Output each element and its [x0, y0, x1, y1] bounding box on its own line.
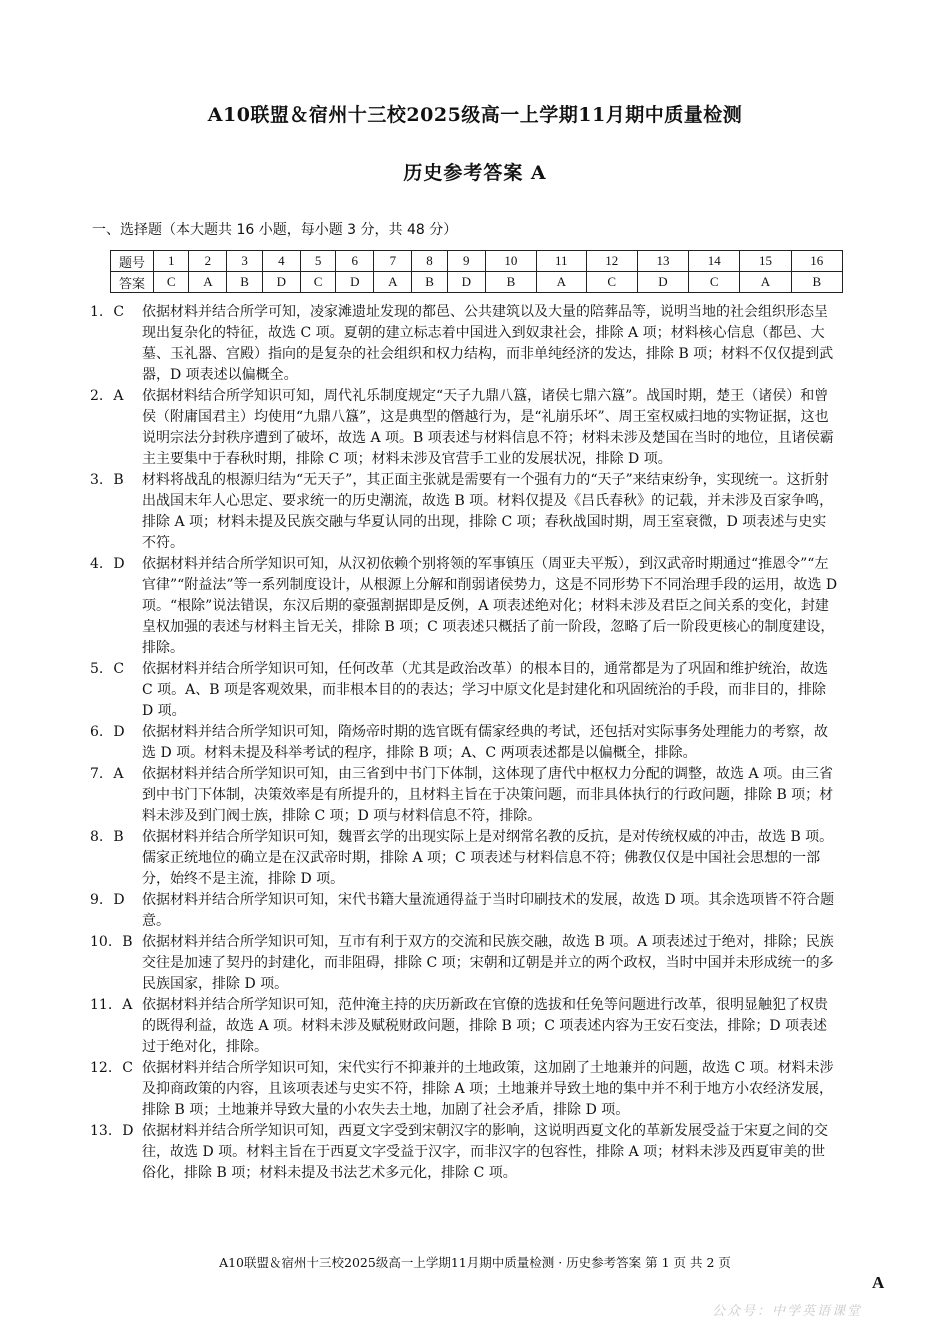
explanation-number	[90, 890, 125, 911]
version-mark: A	[872, 1273, 885, 1292]
explanation-item	[90, 995, 838, 1058]
question-number: 5.	[90, 661, 104, 677]
answer-letter: B	[113, 829, 124, 845]
question-number: 4.	[90, 556, 104, 572]
answer-letter: C	[122, 1060, 133, 1076]
answer-letter: C	[113, 661, 125, 677]
answer-cell: C	[586, 272, 637, 293]
answer-letter: D	[113, 892, 125, 908]
answer-letter: C	[113, 304, 125, 320]
explanation-item	[90, 722, 838, 764]
answer-table-number-row	[111, 251, 843, 272]
explanation-text: 依据材料并结合所学知识可知，由三省到中书门下体制，这体现了唐代中枢权力分配的调整，故选 A 项。由三省到中书门下体制，决策效率是有所提升的，且材料主旨在于决策问题，而非具体执行的行政问题，排除 B 项；材料未涉及到门阀士族，排除 C 项；D 项与材料信息不符，排除。	[142, 766, 834, 824]
explanation-number	[90, 1058, 133, 1079]
answer-cell: D	[637, 272, 688, 293]
question-number: 1.	[90, 304, 104, 320]
answer-cell: C	[154, 272, 189, 293]
question-number: 3.	[90, 472, 104, 488]
question-number: 9.	[90, 892, 104, 908]
question-number-cell: 9	[447, 251, 485, 272]
question-number: 2.	[90, 388, 104, 404]
answer-cell: B	[412, 272, 447, 293]
question-number-cell: 8	[412, 251, 447, 272]
question-number: 10.	[90, 934, 113, 950]
answer-cell: A	[189, 272, 227, 293]
document-title: A10联盟＆宿州十三校2025级高一上学期11月期中质量检测	[207, 104, 743, 126]
question-number-cell: 16	[791, 251, 842, 272]
question-number-cell: 12	[586, 251, 637, 272]
explanation-number	[90, 386, 123, 407]
answer-cell: D	[262, 272, 300, 293]
answer-cell: A	[740, 272, 791, 293]
question-number-cell: 7	[374, 251, 412, 272]
answer-cell: D	[336, 272, 374, 293]
answer-letter: B	[122, 934, 133, 950]
answer-cell: A	[374, 272, 412, 293]
explanation-number	[90, 1121, 134, 1142]
explanation-item	[90, 470, 838, 554]
answer-cell: A	[537, 272, 587, 293]
answer-letter: B	[113, 472, 124, 488]
explanation-number	[90, 764, 123, 785]
answer-letter: D	[113, 556, 125, 572]
explanation-number	[90, 932, 133, 953]
explanation-number	[90, 827, 124, 848]
explanation-text: 依据材料并结合所学知识可知，宋代书籍大量流通得益于当时印刷技术的发展，故选 D 项。其余选项皆不符合题意。	[142, 892, 835, 929]
explanation-text: 依据材料并结合所学知识可知，宋代实行不抑兼并的土地政策，这加剧了土地兼并的问题，故选 C 项。材料未涉及抑商政策的内容，且该项表述与史实不符，排除 A 项；土地兼并导致土地的集中并不利于地方小农经济发展，排除 B 项；土地兼并导致大量的小农失去土地，加剧了社会矛盾，排除 D 项。	[142, 1060, 834, 1118]
explanation-text: 依据材料并结合所学知识可知，互市有利于双方的交流和民族交融，故选 B 项。A 项表述过于绝对，排除；民族交往是加速了契丹的封建化，而非阻碍，排除 C 项；宋朝和辽朝是并立的两个政权，当时中国并未形成统一的多民族国家，排除 D 项。	[142, 934, 834, 992]
row-label-answer: 答案	[111, 272, 154, 293]
answer-cell: D	[447, 272, 485, 293]
explanation-text: 依据材料结合所学知识可知，周代礼乐制度规定“天子九鼎八簋，诸侯七鼎六簋”。战国时期，楚王（诸侯）和曾侯（附庸国君主）均使用“九鼎八簋”，这是典型的僭越行为，是“礼崩乐坏”、周王室权威扫地的实物证据，这也说明宗法分封秩序遭到了破坏，故选 A 项。B 项表述与材料信息不符；材料未涉及楚国在当时的地位，且诸侯霸主主要集中于春秋时期，排除 C 项；材料未涉及官营手工业的发展状况，排除 D 项。	[142, 388, 834, 467]
explanation-text: 材料将战乱的根源归结为“无天子”，其正面主张就是需要有一个强有力的“天子”来结束纷争，实现统一。这折射出战国末年人心思定、要求统一的历史潮流，故选 B 项。材料仅提及《吕氏春秋》的记载，并未涉及百家争鸣，排除 A 项；材料未提及民族交融与华夏认同的出现，排除 C 项；春秋战国时期，周王室衰微，D 项表述与史实不符。	[142, 472, 834, 551]
explanation-item	[90, 659, 838, 722]
explanation-item	[90, 1058, 838, 1121]
answer-letter: A	[113, 766, 124, 782]
explanation-item	[90, 554, 838, 659]
question-number-cell: 4	[262, 251, 300, 272]
answer-cell: B	[791, 272, 842, 293]
answer-letter: D	[122, 1123, 134, 1139]
explanation-item	[90, 932, 838, 995]
row-label-number: 题号	[111, 251, 154, 272]
page-footer: A10联盟＆宿州十三校2025级高一上学期11月期中质量检测 · 历史参考答案 第 1 页 共 2 页	[219, 1255, 731, 1270]
explanation-item	[90, 827, 838, 890]
explanation-item	[90, 386, 838, 470]
section-heading: 一、选择题（本大题共 16 小题，每小题 3 分，共 48 分）	[92, 222, 458, 238]
question-number-cell: 6	[336, 251, 374, 272]
explanation-number	[90, 995, 132, 1016]
explanation-item	[90, 764, 838, 827]
explanation-text: 依据材料并结合所学知识可知，范仲淹主持的庆历新政在官僚的选拔和任免等问题进行改革，很明显触犯了权贵的既得利益，故选 A 项。材料未涉及赋税财政问题，排除 B 项；C 项表述内容为王安石变法，排除；D 项表述过于绝对化，排除。	[142, 997, 828, 1055]
question-number-cell: 13	[637, 251, 688, 272]
question-number: 13.	[90, 1123, 113, 1139]
explanation-number	[90, 659, 124, 680]
answer-cell: B	[227, 272, 262, 293]
explanation-number	[90, 554, 125, 575]
answer-cell: C	[689, 272, 740, 293]
question-number: 8.	[90, 829, 104, 845]
explanation-item	[90, 1121, 838, 1184]
watermark: 公众号：中学英语课堂	[712, 1304, 863, 1319]
explanation-number	[90, 470, 124, 491]
answer-letter: A	[113, 388, 124, 404]
explanation-number	[90, 302, 124, 323]
question-number-cell: 14	[689, 251, 740, 272]
question-number: 11.	[90, 997, 113, 1013]
document-subtitle: 历史参考答案 A	[403, 162, 547, 184]
question-number: 7.	[90, 766, 104, 782]
question-number-cell: 3	[227, 251, 262, 272]
explanation-text: 依据材料并结合所学知识可知，从汉初依赖个别将领的军事镇压（周亚夫平叛），到汉武帝时期通过“推恩令”“左官律”“附益法”等一系列制度设计，从根源上分解和削弱诸侯势力，这是不同形势下不同治理手段的运用，故选 D 项。“根除”说法错误，东汉后期的豪强割据即是反例，A 项表述绝对化；材料未涉及君臣之间关系的变化，封建皇权加强的表述与材料主旨无关，排除 B 项；C 项表述只概括了前一阶段，忽略了后一阶段更核心的制度建设，排除。	[142, 556, 838, 656]
answer-table-answer-row	[111, 272, 843, 293]
question-number-cell: 5	[300, 251, 335, 272]
question-number-cell: 10	[485, 251, 536, 272]
answer-cell: C	[300, 272, 335, 293]
explanation-list	[90, 302, 838, 1184]
explanation-number	[90, 722, 125, 743]
explanation-text: 依据材料并结合所学知识可知，任何改革（尤其是政治改革）的根本目的，通常都是为了巩固和维护统治，故选 C 项。A、B 项是客观效果，而非根本目的的表达；学习中原文化是封建化和巩固统治的手段，而非目的，排除 D 项。	[142, 661, 828, 719]
question-number-cell: 11	[537, 251, 587, 272]
explanation-text: 依据材料并结合所学知识可知，西夏文字受到宋朝汉字的影响，这说明西夏文化的革新发展受益于宋夏之间的交往，故选 D 项。材料主旨在于西夏文字受益于汉字，而非汉字的包容性，排除 A 项；材料未涉及西夏审美的世俗化，排除 B 项；材料未提及书法艺术多元化，排除 C 项。	[142, 1123, 828, 1181]
explanation-item	[90, 302, 838, 386]
explanation-text: 依据材料并结合所学知识可知，隋炀帝时期的选官既有儒家经典的考试，还包括对实际事务处理能力的考察，故选 D 项。材料未提及科举考试的程序，排除 B 项；A、C 两项表述都是以偏概全，排除。	[142, 724, 828, 761]
answer-letter: D	[113, 724, 125, 740]
question-number: 12.	[90, 1060, 113, 1076]
answer-letter: A	[122, 997, 133, 1013]
question-number-cell: 1	[154, 251, 189, 272]
answer-cell: B	[485, 272, 536, 293]
explanation-text: 依据材料并结合所学知识可知，魏晋玄学的出现实际上是对纲常名教的反抗，是对传统权威的冲击，故选 B 项。儒家正统地位的确立是在汉武帝时期，排除 A 项；C 项表述与材料信息不符；佛教仅仅是中国社会思想的一部分，始终不是主流，排除 D 项。	[142, 829, 834, 887]
explanation-text: 依据材料并结合所学可知，凌家滩遗址发现的都邑、公共建筑以及大量的陪葬品等，说明当地的社会组织形态呈现出复杂化的特征，故选 C 项。夏朝的建立标志着中国进入到奴隶社会，排除 A 项；材料核心信息（都邑、大墓、玉礼器、宫殿）指向的是复杂的社会组织和权力结构，而非单纯经济的发达，排除 B 项；材料不仅仅提到武器，D 项表述以偏概全。	[142, 304, 834, 383]
answer-table	[110, 250, 843, 293]
question-number: 6.	[90, 724, 104, 740]
question-number-cell: 2	[189, 251, 227, 272]
explanation-item	[90, 890, 838, 932]
question-number-cell: 15	[740, 251, 791, 272]
